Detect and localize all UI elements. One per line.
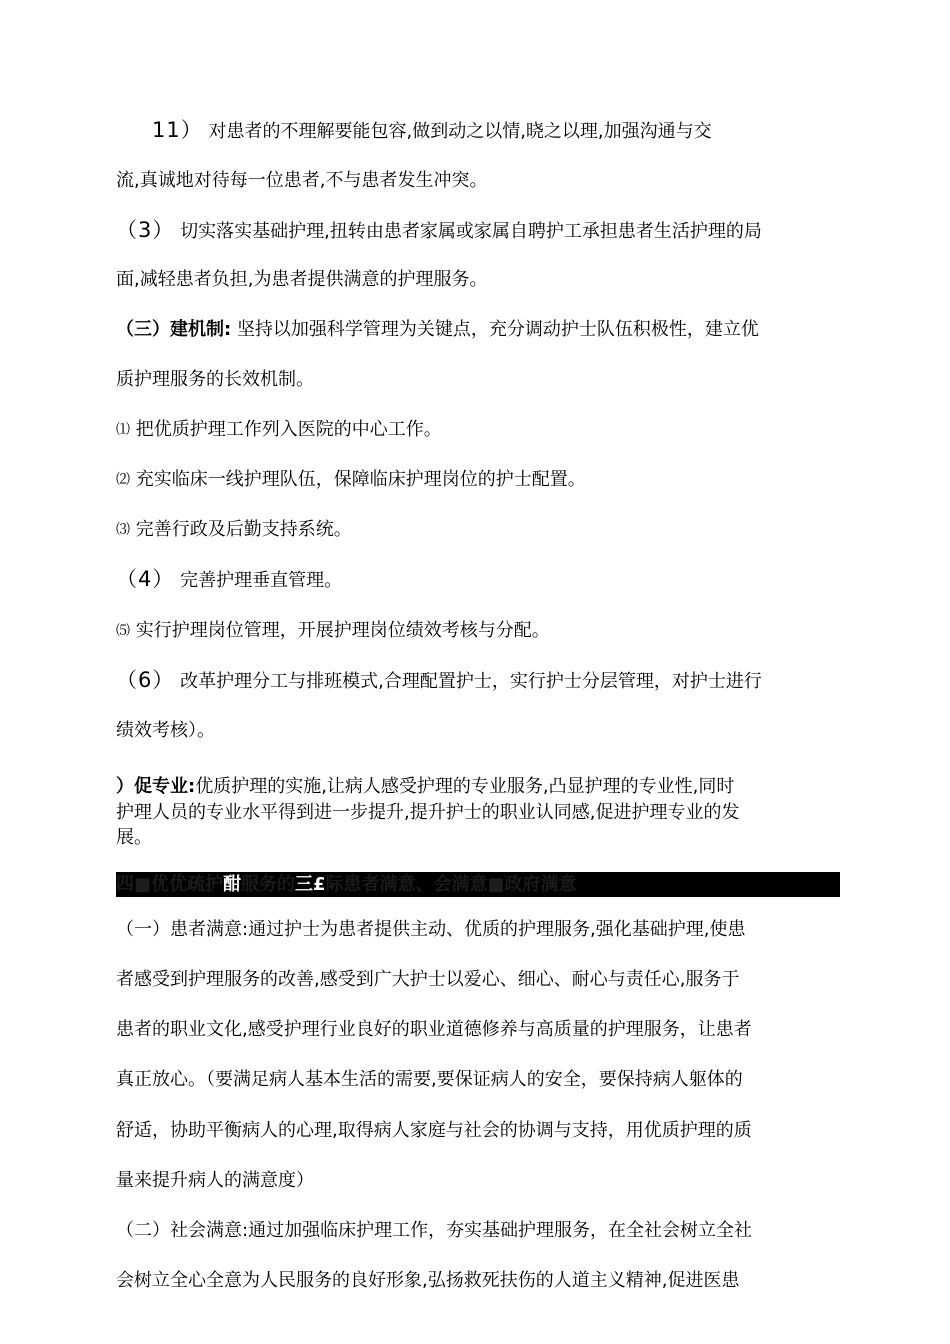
section-3-continued: 质护理服务的长效机制。 xyxy=(116,369,314,390)
paragraph-item-3 xyxy=(116,218,840,244)
list-text: 完善护理垂直管理。 xyxy=(180,570,343,591)
list-item xyxy=(116,468,840,492)
list-number: （6） xyxy=(116,668,175,692)
banner-part: 服务的 xyxy=(241,874,296,895)
item-number: 11） xyxy=(152,118,203,142)
promote-line-2: 护理人员的专业水平得到进一步提升,提升护士的职业认同感,促进护理专业的发 xyxy=(116,802,740,823)
list-text: 把优质护理工作列入医院的中心工作。 xyxy=(135,419,442,440)
list-item xyxy=(116,418,840,442)
list-number: （4） xyxy=(116,567,175,591)
banner-part: 三£ xyxy=(295,874,326,895)
satisfaction-1-line: 真正放心。（要满足病人基本生活的需要,要保证病人的安全，要保持病人躯体的 xyxy=(116,1069,743,1090)
satisfaction-1-line: 舒适，协助平衡病人的心理,取得病人家庭与社会的协调与支持，用优质护理的质 xyxy=(116,1120,752,1141)
list-item xyxy=(116,668,840,694)
satisfaction-1-line: 者感受到护理服务的改善,感受到广大护士以爱心、细心、耐心与责任心,服务于 xyxy=(116,969,740,990)
list-item xyxy=(116,518,840,542)
list-text: 完善行政及后勤支持系统。 xyxy=(135,519,352,540)
list-item xyxy=(116,619,840,643)
banner-part: 际患者满意、会满意■政府满意 xyxy=(325,874,577,895)
list-item xyxy=(116,567,840,593)
section-4-banner xyxy=(116,872,840,897)
satisfaction-1-line: （一）患者满意:通过护士为患者提供主动、优质的护理服务,强化基础护理,使患 xyxy=(116,919,746,940)
banner-part: 酣 xyxy=(223,874,242,895)
banner-part: 四■优优疏护 xyxy=(116,874,224,895)
promote-line-1: 优质护理的实施,让病人感受护理的专业服务,凸显护理的专业性,同时 xyxy=(195,776,735,797)
list-text: 实行护理岗位管理，开展护理岗位绩效考核与分配。 xyxy=(135,620,550,641)
list-number: ⑸ xyxy=(116,623,130,639)
paragraph-item-3-continued: 面,减轻患者负担,为患者提供满意的护理服务。 xyxy=(116,269,488,290)
satisfaction-2-line: 会树立全心全意为人民服务的良好形象,弘扬救死扶伤的人道主义精神,促进医患 xyxy=(116,1270,740,1291)
list-text: 改革护理分工与排班模式,合理配置护士，实行护士分层管理，对护士进行 xyxy=(180,671,762,692)
promote-label: ）促专业: xyxy=(116,776,196,797)
section-text: 坚持以加强科学管理为关键点，充分调动护士队伍积极性，建立优 xyxy=(236,319,759,340)
section-3-heading xyxy=(116,318,840,342)
list-item-6-continued: 绩效考核）。 xyxy=(116,720,215,741)
list-number: ⑵ xyxy=(116,472,130,488)
list-number: ⑴ xyxy=(116,422,130,438)
satisfaction-1-line: 患者的职业文化,感受护理行业良好的职业道德修养与高质量的护理服务，让患者 xyxy=(116,1019,752,1040)
list-text: 充实临床一线护理队伍，保障临床护理岗位的护士配置。 xyxy=(135,469,586,490)
satisfaction-2-line: （二）社会满意:通过加强临床护理工作，夯实基础护理服务，在全社会树立全社 xyxy=(116,1220,753,1241)
satisfaction-1-line: 量来提升病人的满意度） xyxy=(116,1170,314,1191)
promote-line-3: 展。 xyxy=(116,827,152,848)
section-label: （三）建机制: xyxy=(116,319,232,340)
item-number: （3） xyxy=(116,218,175,242)
promote-paragraph xyxy=(116,776,840,798)
item-text: 对患者的不理解要能包容,做到动之以情,晓之以理,加强沟通与交 xyxy=(208,121,712,142)
paragraph-item-11 xyxy=(152,118,876,144)
paragraph-item-11-continued: 流,真诚地对待每一位患者,不与患者发生冲突。 xyxy=(116,170,488,191)
list-number: ⑶ xyxy=(116,522,130,538)
item-text: 切实落实基础护理,扭转由患者家属或家属自聘护工承担患者生活护理的局 xyxy=(180,221,762,242)
